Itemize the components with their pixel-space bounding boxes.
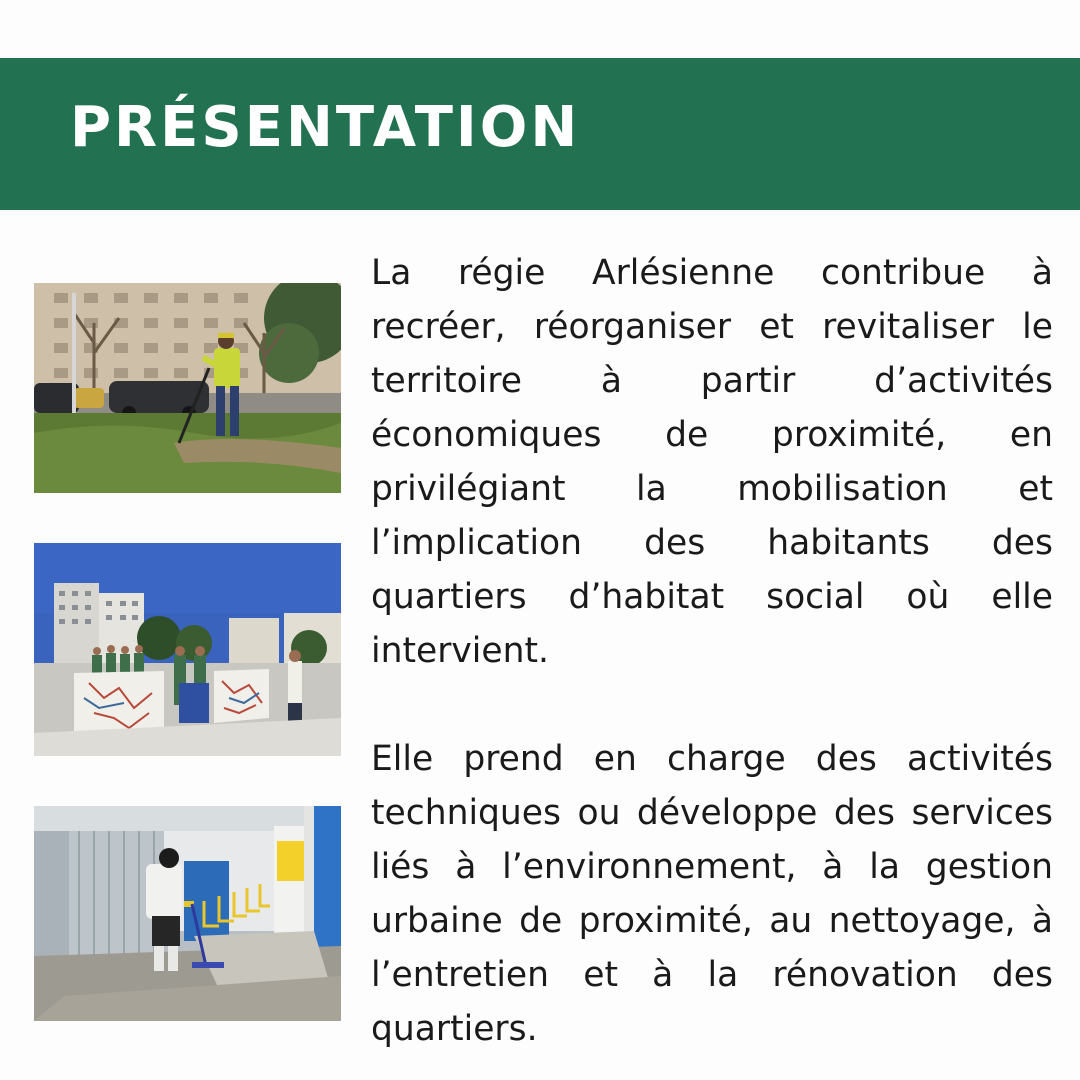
photo-worker-grass-trimming [34,283,341,493]
photo-team-mosaic-bench [34,543,341,756]
paragraph-intro: La régie Arlésienne contribue à recréer, réorganiser et revitaliser le territoire à partir d’activités économiques de proximité, en privilégiant la mobilisation et l’implication des habitants des quartiers d’habitat social où elle intervient. [371,253,1053,671]
photo-cleaning-hallway [34,806,341,1021]
paragraph-activities: Elle prend en charge des activités techniques ou développe des services liés à l’environnement, à la gestion urbaine de proximité, au nettoyage, à l’entretien et à la rénovation des quartiers. [371,739,1053,1049]
presentation-text [371,246,1053,1056]
page-title: PRÉSENTATION [70,95,581,160]
